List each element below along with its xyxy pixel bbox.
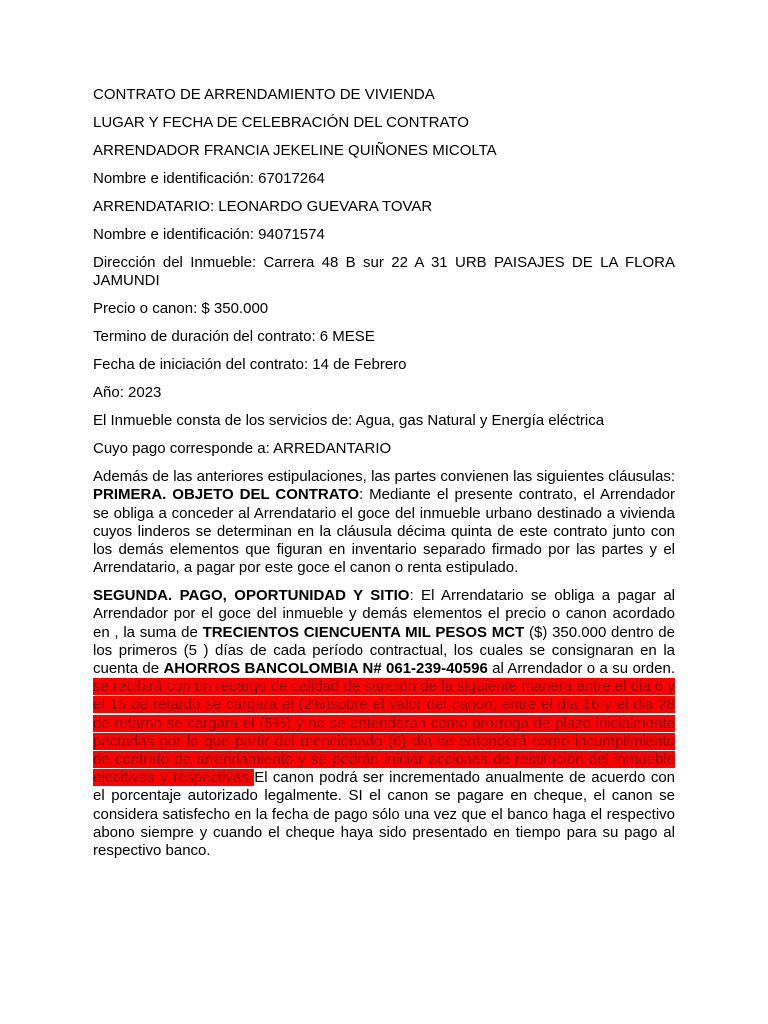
clause-first-body: : Mediante el presente contrato, el Arrendador se obliga a conceder al Arrendatario el goce del inmueble urbano destinado a vivienda cuyos linderos se determinan en la cláusula décima quinta de este contrato junto con los demás elementos que figuran en inventario separado firmado por las partes y el Arrendatario, a pagar por este goce el canon o renta estipulado. bbox=[93, 486, 675, 577]
clause-first bbox=[93, 468, 675, 577]
services-payment-line: Cuyo pago corresponde a: ARREDANTARIO bbox=[93, 440, 392, 458]
bank-account: AHORROS BANCOLOMBIA N# 061-239-40596 bbox=[163, 660, 488, 678]
start-date-line: Fecha de iniciación del contrato: 14 de Febrero bbox=[93, 356, 407, 374]
landlord-line: ARRENDADOR FRANCIA JEKELINE QUIÑONES MICOLTA bbox=[93, 142, 497, 159]
services-line: El Inmueble consta de los servicios de: Agua, gas Natural y Energía eléctrica bbox=[93, 412, 605, 430]
clause-second-heading: SEGUNDA. PAGO, OPORTUNIDAD Y SITIO bbox=[93, 587, 410, 605]
highlighted-penalty-text: se recibirá con un recargo de calidad de sanción de la siguiente manera entre el dia 6 y el 15 de retardo se cargara el (2%)sobre el valor del canon, entre el dia 16 y el dia 28 de retarno se cargara el (5%) y no se entenderan como prorroga de plazo inicialmente pactadas por lo que partir del mencionado (6) dia se entenderá como incumplimiento de contrato de arrendamiento y se podrán iniciar acciones de restitución del inmueble ejecitivas y respectivas bbox=[93, 678, 675, 787]
clause-second-text-2: ($) 350.000 dentro de los primeros (5 ) días de cada período contractual, los cuales se consignaran en la cuenta de bbox=[93, 623, 675, 678]
contract-document bbox=[93, 86, 675, 870]
amount-in-words: TRECIENTOS CIENCUENTA MIL PESOS MCT bbox=[202, 623, 525, 641]
clause-first-intro: Además de las anteriores estipulaciones, las partes convienen las siguientes cláusulas: bbox=[93, 468, 675, 486]
clause-first-heading: PRIMERA. OBJETO DEL CONTRATO bbox=[93, 486, 359, 504]
clause-second bbox=[93, 587, 675, 860]
place-date-line: LUGAR Y FECHA DE CELEBRACIÓN DEL CONTRATO bbox=[93, 114, 469, 131]
tenant-line: ARRENDATARIO: LEONARDO GUEVARA TOVAR bbox=[93, 198, 433, 215]
contract-title: CONTRATO DE ARRENDAMIENTO DE VIVIENDA bbox=[93, 86, 435, 103]
clause-second-text-3: al Arrendador o a su orden. bbox=[487, 660, 675, 678]
tenant-id-line: Nombre e identificación: 94071574 bbox=[93, 226, 325, 243]
price-line: Precio o canon: $ 350.000 bbox=[93, 300, 269, 318]
term-line: Termino de duración del contrato: 6 MESE bbox=[93, 328, 375, 346]
clause-second-text-1: : El Arrendatario se obliga a pagar al Arrendador por el goce del inmueble y demás elementos el precio o canon acordado en , la suma de bbox=[93, 587, 675, 641]
year-line: Año: 2023 bbox=[93, 384, 162, 402]
property-address-line: Dirección del Inmueble: Carrera 48 B sur 22 A 31 URB PAISAJES DE LA FLORA JAMUNDI bbox=[93, 254, 675, 290]
clause-second-text-4: El canon podrá ser incrementado anualmente de acuerdo con el porcentaje autorizado legalmente. SI el canon se pagare en cheque, el canon se considera satisfecho en la fecha de pago sólo una vez que el banco haga el respectivo abono siempre y cuando el cheque haya sido presentado en tiempo para su pago al respectivo banco. bbox=[93, 769, 675, 860]
landlord-id-line: Nombre e identificación: 67017264 bbox=[93, 170, 325, 187]
